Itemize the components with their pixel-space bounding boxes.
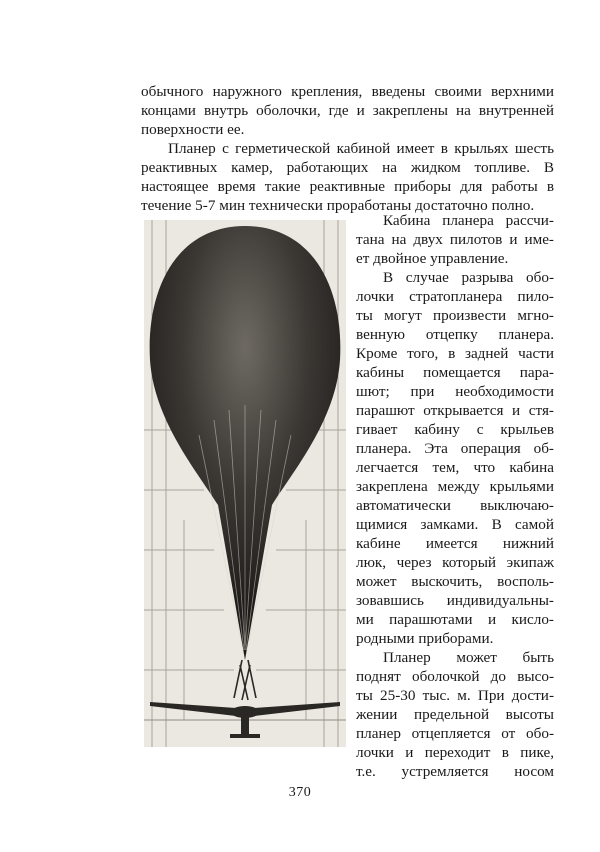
- text-line: парашют открывается и стя-: [356, 402, 554, 419]
- balloon-drawing: [144, 220, 346, 747]
- text-line: планера. Эта операция об-: [356, 440, 554, 457]
- text-line: может выскочить, восполь-: [356, 573, 554, 590]
- text-line: поверхности ее.: [141, 121, 245, 138]
- text-line: лочки стратопланера пило-: [356, 288, 554, 305]
- text-line: тана на двух пилотов и име-: [356, 231, 554, 248]
- text-line: В случае разрыва обо-: [383, 269, 554, 286]
- text-line: родными приборами.: [356, 630, 494, 647]
- text-line: люк, через который экипаж: [356, 554, 554, 571]
- text-line: лочки и переходит в пике,: [356, 744, 554, 761]
- text-line: планер отцепляется от обо-: [356, 725, 554, 742]
- text-line: гивает кабину с крыльев: [356, 421, 554, 438]
- stratoplane-illustration: [144, 220, 346, 747]
- text-line: ет двойное управление.: [356, 250, 509, 267]
- text-line: поднят оболочкой до высо-: [356, 668, 554, 685]
- text-line: Кроме того, в задней части: [356, 345, 554, 362]
- text-line: зовавшись индивидуальны-: [356, 592, 554, 609]
- text-line: кабины помещается пара-: [356, 364, 554, 381]
- text-line: обычного наружного крепления, введены своими верхними: [141, 83, 554, 100]
- text-line: настоящее время такие реактивные приборы для работы в: [141, 178, 554, 195]
- page-number: 370: [288, 785, 312, 800]
- text-line: кабине имеется нижний: [356, 535, 554, 552]
- text-line: автоматически выключаю-: [356, 497, 554, 514]
- text-line: Кабина планера рассчи-: [383, 212, 554, 229]
- text-line: реактивных камер, работающих на жидком топливе. В: [141, 159, 554, 176]
- text-line: легчается тем, что кабина: [356, 459, 554, 476]
- text-line: ты 25-30 тыс. м. При дости-: [356, 687, 554, 704]
- text-line: ты могут произвести мгно-: [356, 307, 554, 324]
- text-line: т.е. устремляется носом: [356, 763, 554, 780]
- text-line: концами внутрь оболочки, где и закреплены на внутренней: [141, 102, 554, 119]
- text-line: венную отцепку планера.: [356, 326, 554, 343]
- text-line: Планер с герметической кабиной имеет в крыльях шесть: [168, 140, 554, 157]
- text-line: Планер может быть: [383, 649, 554, 666]
- suspension-lines: [234, 660, 256, 700]
- text-line: течение 5-7 мин технически проработаны достаточно полно.: [141, 197, 535, 214]
- text-line: жении предельной высоты: [356, 706, 554, 723]
- text-line: щимися замками. В самой: [356, 516, 554, 533]
- text-line: закреплена между крыльями: [356, 478, 554, 495]
- text-line: шют; при необходимости: [356, 383, 554, 400]
- text-line: ми парашютами и кисло-: [356, 611, 554, 628]
